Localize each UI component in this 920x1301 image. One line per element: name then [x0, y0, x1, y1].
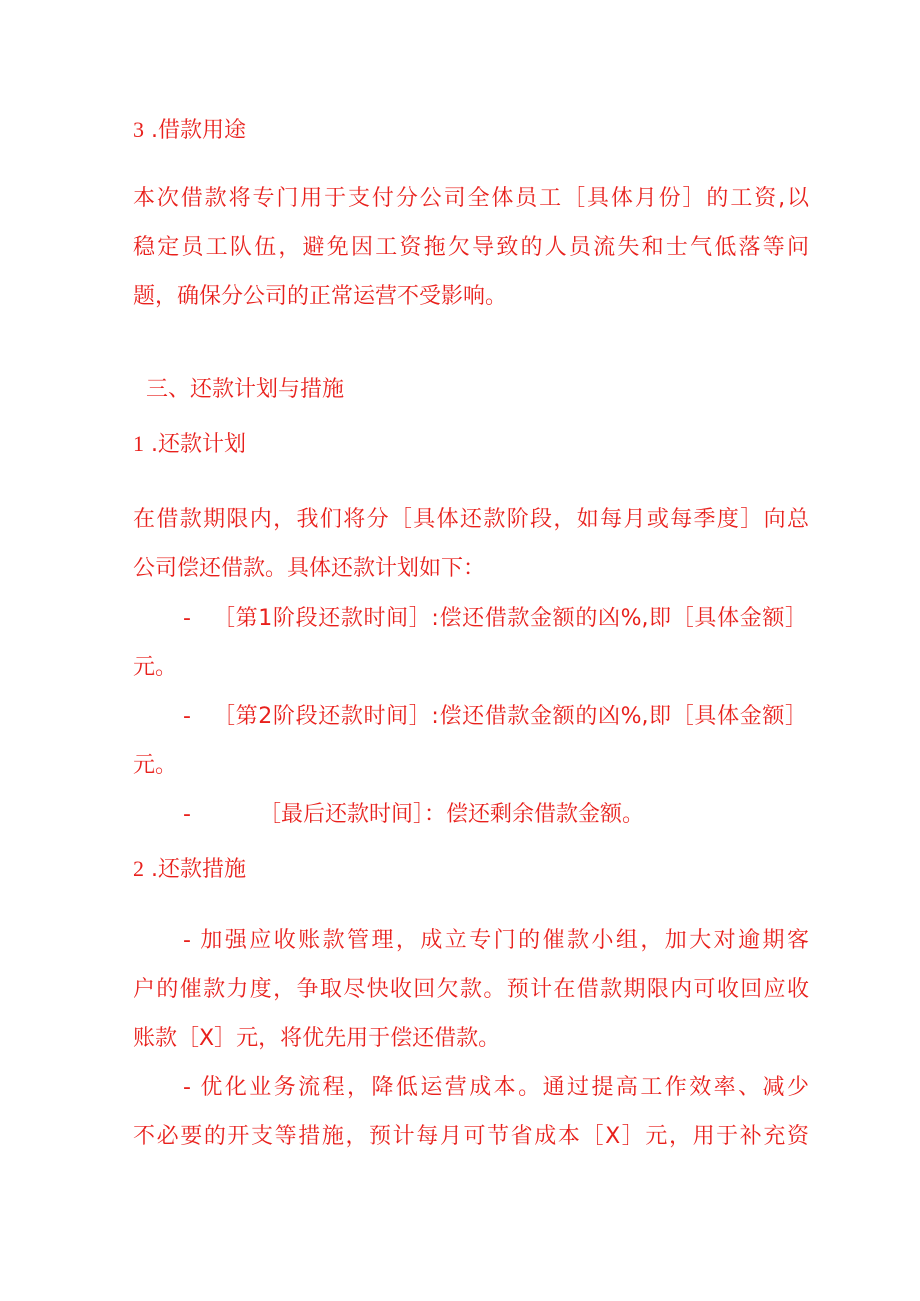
measure-line: 不必要的开支等措施，预计每月可节省成本［X］元，用于补充资 — [133, 1124, 809, 1149]
plan-item-text-cont: 元。 — [133, 753, 178, 778]
measure-line: 账款［X］元，将优先用于偿还借款。 — [133, 1026, 501, 1051]
paragraph-line: 本次借款将专门用于支付分公司全体员工［具体月份］的工资,以 — [133, 186, 809, 211]
plan-item-text-cont: 元。 — [133, 655, 178, 680]
heading-text: .还款计划 — [151, 432, 246, 457]
plan-item-text: ［最后还款时间］：偿还剩余借款金额。 — [259, 802, 645, 827]
plan-item-dash: - — [183, 802, 191, 827]
plan-item-text: ［第2阶段还款时间］:偿还借款金额的凶%,即［具体金额］ — [213, 704, 807, 729]
heading-text: .借款用途 — [151, 118, 246, 143]
plan-item-text: ［第1阶段还款时间］:偿还借款金额的凶%,即［具体金额］ — [213, 606, 807, 631]
plan-item-dash: - — [183, 606, 191, 631]
plan-item-dash: - — [183, 704, 191, 729]
paragraph-line: 稳定员工队伍，避免因工资拖欠导致的人员流失和士气低落等问 — [133, 235, 809, 260]
section-heading-3 — [133, 115, 246, 146]
paragraph-line: 题，确保分公司的正常运营不受影响。 — [133, 284, 508, 309]
heading-text: .还款措施 — [151, 857, 246, 882]
measure-line: - 优化业务流程，降低运营成本。通过提高工作效率、减少 — [183, 1075, 809, 1100]
heading-number: 1 — [133, 431, 144, 456]
measure-line: - 加强应收账款管理，成立专门的催款小组，加大对逾期客 — [183, 928, 809, 953]
paragraph-line: 在借款期限内，我们将分［具体还款阶段，如每月或每季度］向总 — [133, 507, 809, 532]
heading-number: 3 — [133, 117, 144, 142]
heading-number: 2 — [133, 856, 144, 881]
measure-line: 户的催款力度，争取尽快收回欠款。预计在借款期限内可收回应收 — [133, 977, 809, 1002]
section-heading-1 — [133, 429, 246, 460]
part-title: 三、还款计划与措施 — [146, 377, 345, 402]
section-heading-2 — [133, 854, 246, 885]
paragraph-line: 公司偿还借款。具体还款计划如下： — [133, 556, 486, 581]
